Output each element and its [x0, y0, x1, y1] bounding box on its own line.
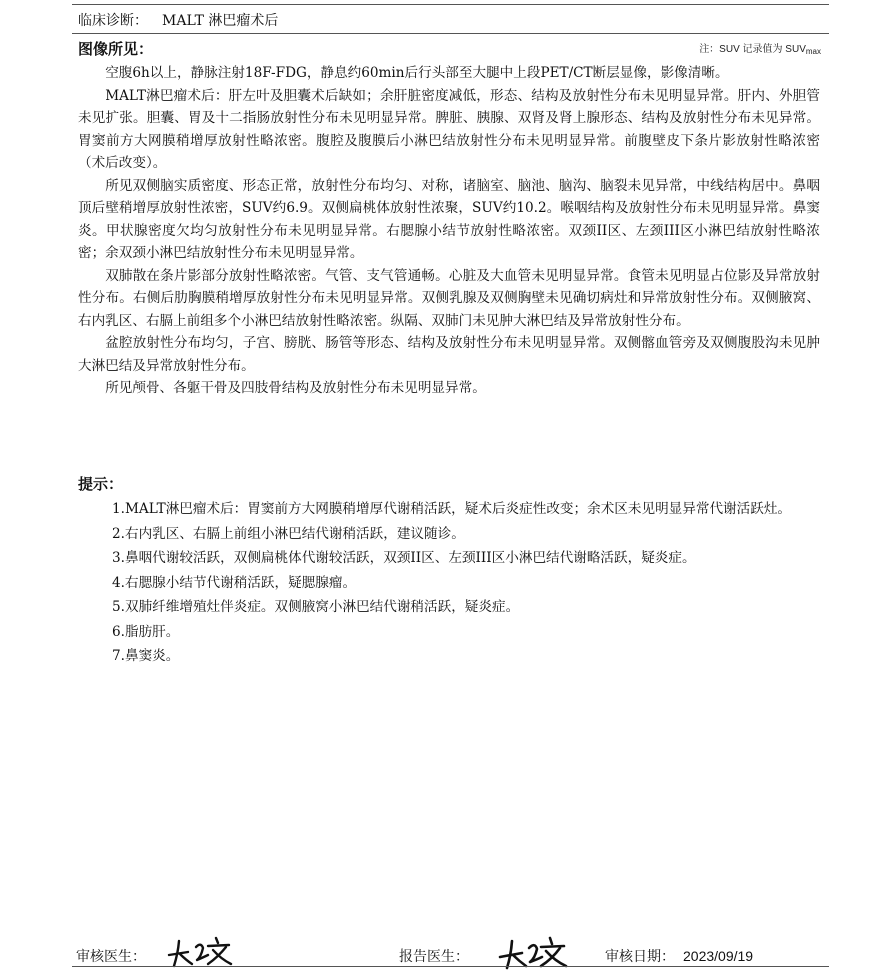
top-rule — [72, 4, 829, 5]
reviewer-label: 审核医生： — [76, 949, 146, 965]
impression-item: 4.右腮腺小结节代谢稍活跃，疑腮腺瘤。 — [112, 574, 357, 591]
suv-note-text: 注：SUV 记录值为 SUV — [699, 44, 806, 55]
diagnosis-label: 临床诊断： — [78, 13, 148, 29]
findings-paragraph: MALT淋巴瘤术后：肝左叶及胆囊术后缺如；余肝脏密度减低，形态、结构及放射性分布未见明显异常。肝内、外胆管未见扩张。胆囊、胃及十二指肠放射性分布未见明显异常。脾脏、胰腺、双肾及肾上腺形态、结构及放射性分布未见异常。胃窦前方大网膜稍增厚放射性略浓密。腹腔及腹膜后小淋巴结放射性分布未见明显异常。前腹壁皮下条片影放射性略浓密（术后改变）。 — [78, 87, 820, 171]
findings-paragraph: 空腹6h以上，静脉注射18F-FDG，静息约60min后行头部至大腿中上段PET/CT断层显像，影像清晰。 — [105, 65, 729, 81]
bottom-rule — [72, 966, 829, 967]
reviewer-signature — [166, 933, 234, 969]
suv-note — [699, 40, 821, 56]
review-date — [605, 946, 753, 966]
review-date-value: 2023/09/19 — [683, 948, 754, 964]
findings-title: 图像所见： — [78, 40, 154, 58]
findings-paragraph: 所见颅骨、各躯干骨及四肢骨结构及放射性分布未见明显异常。 — [105, 380, 486, 396]
diagnosis-value: MALT 淋巴瘤术后 — [162, 13, 279, 29]
impression-item: 7.鼻窦炎。 — [112, 648, 180, 664]
impression-item: 1.MALT淋巴瘤术后：胃窦前方大网膜稍增厚代谢稍活跃，疑术后炎症性改变；余术区未见明显异常代谢活跃灶。 — [112, 501, 791, 517]
impressions-list — [112, 497, 824, 669]
findings-paragraph: 双肺散在条片影部分放射性略浓密。气管、支气管通畅。心脏及大血管未见明显异常。食管未见明显占位影及异常放射性分布。右侧后肋胸膜稍增厚放射性分布未见明显异常。双侧乳腺及双侧胸壁未见确切病灶和异常放射性分布。双侧腋窝、右内乳区、右膈上前组多个小淋巴结放射性略浓密。纵隔、双肺门未见肿大淋巴结及异常放射性分布。 — [78, 267, 820, 329]
reporter-label: 报告医生： — [399, 949, 469, 965]
review-date-label: 审核日期： — [605, 949, 675, 965]
findings-body — [78, 62, 820, 400]
impression-item: 2.右内乳区、右膈上前组小淋巴结代谢稍活跃，建议随诊。 — [112, 525, 465, 542]
impression-item: 5.双肺纤维增殖灶伴炎症。双侧腋窝小淋巴结代谢稍活跃，疑炎症。 — [112, 599, 520, 615]
impression-item: 3.鼻咽代谢较活跃，双侧扁桃体代谢较活跃，双颈II区、左颈III区小淋巴结代谢略活跃，疑炎症。 — [112, 550, 696, 566]
suv-note-sub: max — [805, 47, 821, 56]
impression-item: 6.脂肪肝。 — [112, 623, 180, 640]
clinical-diagnosis — [78, 10, 278, 30]
diagnosis-rule — [72, 33, 829, 34]
findings-paragraph: 盆腔放射性分布均匀，子宫、膀胱、肠管等形态、结构及放射性分布未见明显异常。双侧髂血管旁及双侧腹股沟未见肿大淋巴结及异常放射性分布。 — [78, 335, 820, 374]
impressions-title: 提示： — [78, 475, 124, 493]
findings-paragraph: 所见双侧脑实质密度、形态正常，放射性分布均匀、对称，诸脑室、脑池、脑沟、脑裂未见异常，中线结构居中。鼻咽顶后壁稍增厚放射性浓密，SUV约6.9。双侧扁桃体放射性浓聚，SUV约10.2。喉咽结构及放射性分布未见明显异常。鼻窦炎。甲状腺密度欠均匀放射性分布未见明显异常。右腮腺小结节放射性略浓密。双颈II区、左颈III区小淋巴结放射性略浓密；余双颈小淋巴结放射性分布未见明显异常。 — [78, 177, 820, 261]
